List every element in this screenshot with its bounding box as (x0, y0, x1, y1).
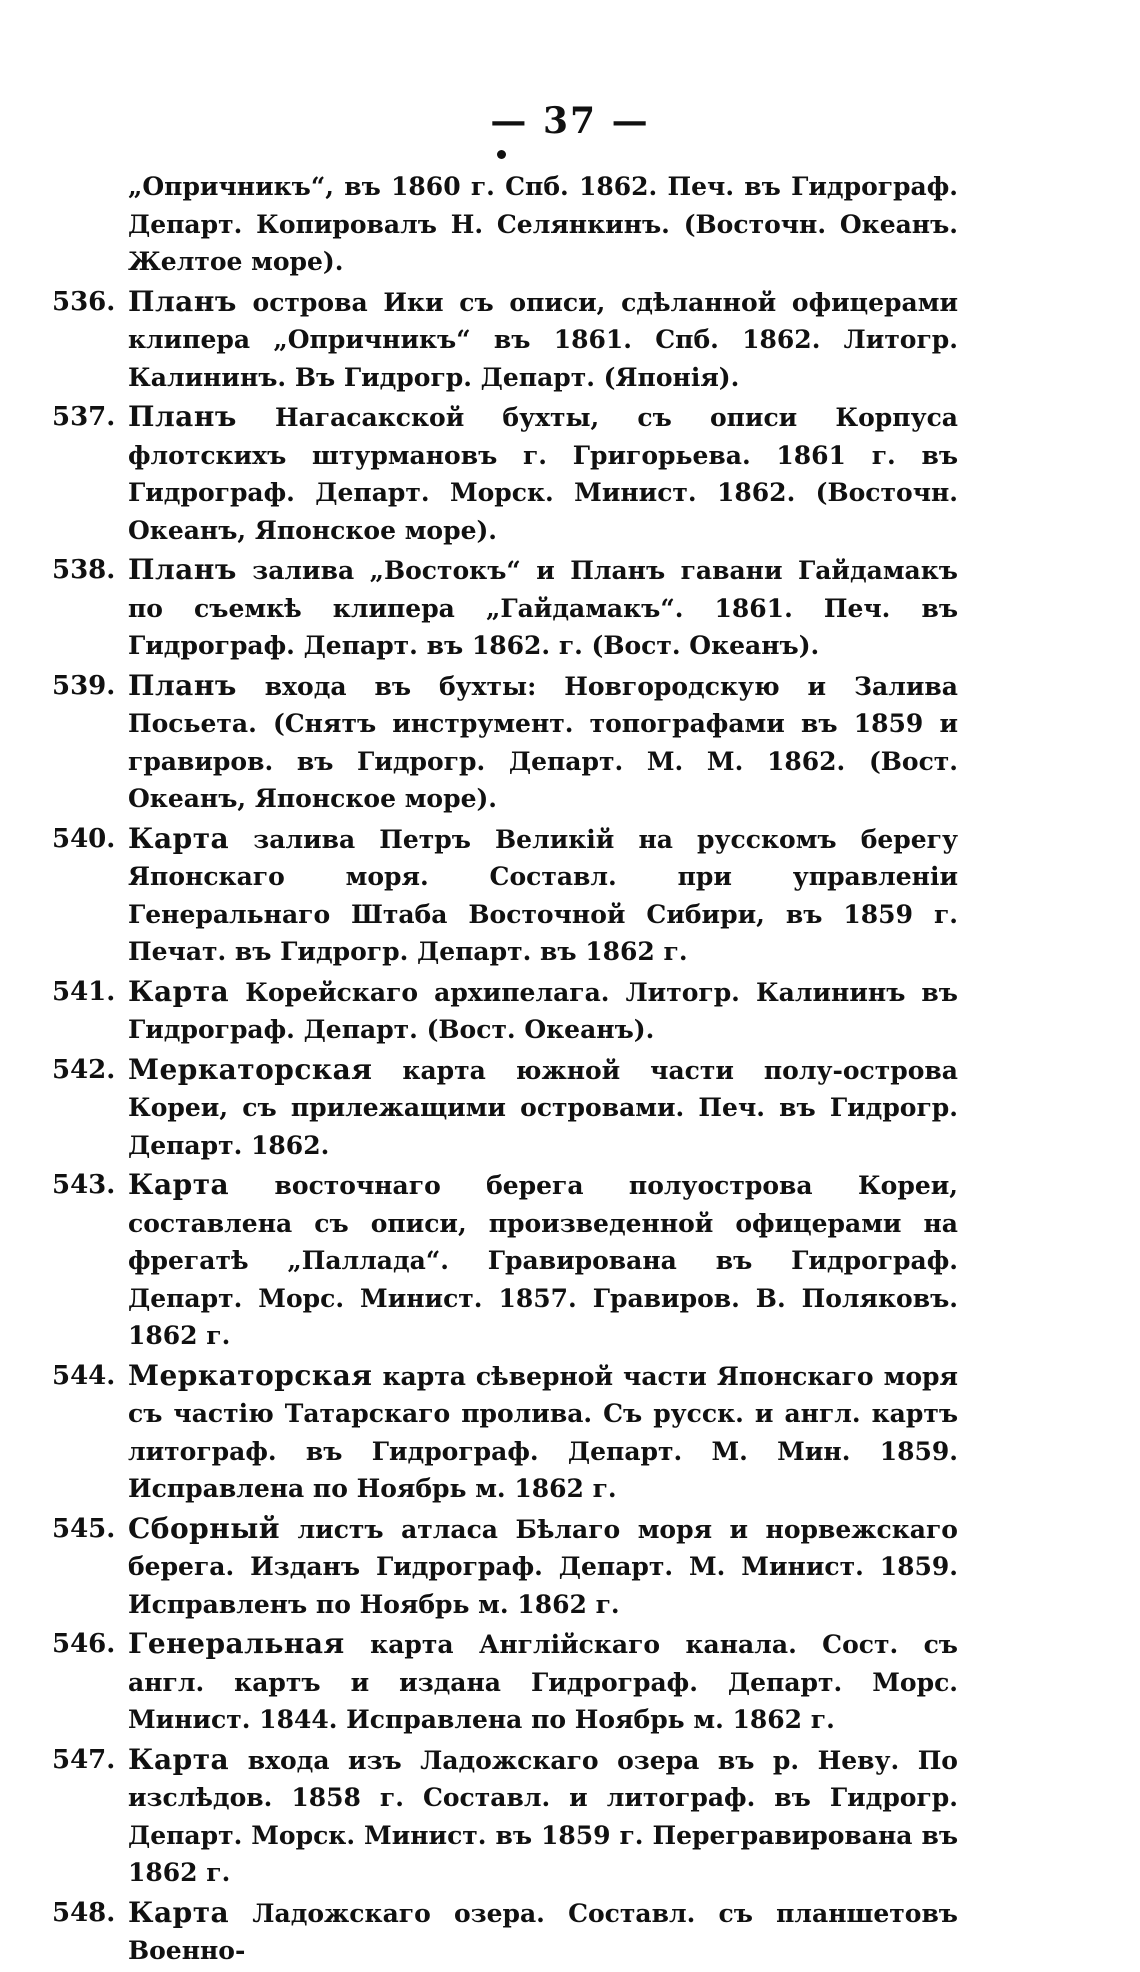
entry-text: восточнаго берега полуострова Кореи, составлена съ описи, произведенной офицерами на фрегатѣ „Паллада“. Гравирована въ Гидрограф. Департ. Морс. Минист. 1857. Гравиров. В. Поляковъ. 1862 г. (128, 1171, 958, 1350)
entry-text: Нагасакской бухты, съ описи Корпуса флотскихъ штурмановъ г. Григорьева. 1861 г. въ Гидрограф. Департ. Морск. Минист. 1862. (Восточн. Океанъ, Японское море). (128, 403, 958, 545)
entry-number: 539. (52, 670, 116, 701)
entry-keyword: Планъ (128, 668, 237, 702)
entry-keyword: Карта (128, 1895, 230, 1929)
catalog-entry-continuation (0, 168, 1140, 281)
entry-number: 542. (52, 1054, 116, 1085)
entry-keyword: Планъ (128, 553, 237, 586)
entry-number: 536. (52, 286, 116, 317)
catalog-entry-536 (0, 283, 1140, 397)
entry-keyword: Сборный (128, 1511, 281, 1545)
entry-keyword: Меркаторская (128, 1358, 373, 1392)
entry-text: залива Петръ Великій на русскомъ берегу Японскаго моря. Составл. при управленіи Генеральнаго Штаба Восточной Сибири, въ 1859 г. Печат. въ Гидрогр. Департ. въ 1862 г. (128, 824, 958, 966)
catalog-entry-538 (0, 551, 1140, 665)
entry-text: залива „Востокъ“ и Планъ гавани Гайдамакъ по съемкѣ клипера „Гайдамакъ“. 1861. Печ. въ Гидрограф. Департ. въ 1862. г. (Вост. Океанъ). (128, 556, 958, 660)
entry-text: входа въ бухты: Новгородскую и Залива Посьета. (Снятъ инструмент. топографами въ 1859 и гравиров. въ Гидрогр. Департ. М. М. 1862. (Вост. Океанъ, Японское море). (128, 671, 958, 813)
catalog-entry-541 (0, 973, 1140, 1049)
catalog-entry-547 (0, 1741, 1140, 1892)
entry-number: 547. (52, 1744, 116, 1775)
entry-number: 546. (52, 1629, 116, 1659)
page-dot-mark (497, 150, 506, 159)
entry-keyword: Планъ (128, 400, 237, 433)
entry-text: „Опричникъ“, въ 1860 г. Спб. 1862. Печ. въ Гидрограф. Департ. Копировалъ Н. Селянкинъ. (Восточн. Океанъ. Желтое море). (128, 172, 958, 276)
entry-keyword: Карта (128, 821, 230, 855)
entry-text: Ладожскаго озера. Составл. съ планшетовъ Военно- (128, 1898, 958, 1965)
entry-keyword: Карта (128, 1742, 230, 1776)
catalog-entry-542 (0, 1051, 1140, 1165)
entry-keyword: Карта (128, 974, 230, 1008)
entry-keyword: Генеральная (128, 1627, 345, 1660)
entry-number: 537. (52, 402, 116, 432)
entry-number: 540. (52, 823, 116, 854)
entry-text: листъ атласа Бѣлаго моря и норвежскаго берега. Изданъ Гидрограф. Департ. М. Минист. 1859. Исправленъ по Ноябрь м. 1862 г. (128, 1514, 958, 1619)
entry-number: 543. (52, 1170, 116, 1200)
entry-text: карта сѣверной части Японскаго моря съ частію Татарскаго пролива. Съ русск. и англ. картъ литограф. въ Гидрограф. Департ. М. Мин. 1859. Исправлена по Ноябрь м. 1862 г. (128, 1361, 958, 1503)
entry-text: острова Ики съ описи, сдѣланной офицерами клипера „Опричникъ“ въ 1861. Спб. 1862. Литогр. Калининъ. Въ Гидрогр. Департ. (Японія). (128, 287, 958, 392)
catalog-entry-540 (0, 820, 1140, 971)
entry-number: 538. (52, 555, 116, 585)
entry-number: 548. (52, 1897, 116, 1928)
entry-keyword: Планъ (128, 284, 237, 318)
catalog-entry-548 (0, 1894, 1140, 1970)
entry-keyword: Карта (128, 1168, 230, 1201)
catalog-entry-539 (0, 667, 1140, 818)
page-number: — 37 — (490, 100, 650, 142)
entry-keyword: Меркаторская (128, 1052, 373, 1086)
catalog-entry-544 (0, 1357, 1140, 1508)
entry-number: 545. (52, 1513, 116, 1544)
entry-text: карта южной части полу-острова Кореи, съ прилежащими островами. Печ. въ Гидрогр. Департ. 1862. (128, 1055, 958, 1160)
entry-text: входа изъ Ладожскаго озера въ р. Неву. По изслѣдов. 1858 г. Составл. и литограф. въ Гидрогр. Департ. Морск. Минист. въ 1859 г. Перегравирована въ 1862 г. (128, 1745, 958, 1887)
entry-text: Корейскаго архипелага. Литогр. Калининъ въ Гидрограф. Департ. (Вост. Океанъ). (128, 977, 958, 1044)
catalog-entries (0, 168, 1140, 1972)
catalog-entry-543 (0, 1166, 1140, 1355)
entry-number: 541. (52, 976, 116, 1007)
entry-text: карта Англійскаго канала. Сост. съ англ. картъ и издана Гидрограф. Департ. Морс. Минист. 1844. Исправлена по Ноябрь м. 1862 г. (128, 1630, 958, 1734)
catalog-entry-537 (0, 398, 1140, 549)
catalog-entry-545 (0, 1510, 1140, 1624)
entry-number: 544. (52, 1360, 116, 1391)
catalog-entry-546 (0, 1625, 1140, 1739)
